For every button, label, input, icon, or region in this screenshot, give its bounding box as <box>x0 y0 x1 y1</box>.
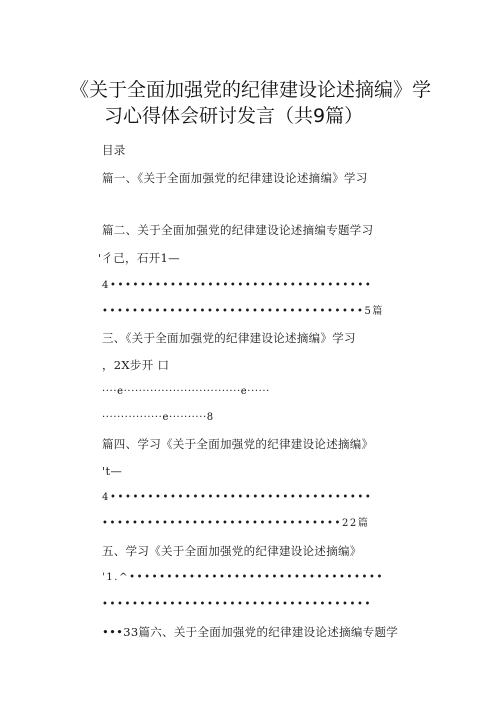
toc-entry-2-continuation: '彳己，石开1— <box>98 251 180 265</box>
toc-entry-2: 篇二、关于全面加强党的纪律建设论述摘编专题学习 <box>102 223 374 237</box>
toc-entry-3-continuation: ，2X步开 口 <box>102 358 170 372</box>
toc-entry-5: 五、学习《关于全面加强党的纪律建设论述摘编》 <box>102 544 362 558</box>
toc-leader-dots: '1.^•••••••••••••••••••••••••••••••••• <box>102 572 385 583</box>
toc-leader-dots: ••••••••••••••••••••••••••••••••22篇 <box>102 518 370 529</box>
toc-entry-3: 三、《关于全面加强党的纪律建设论述摘编》学习 <box>102 331 356 345</box>
toc-leader-dots: 4••••••••••••••••••••••••••••••••••• <box>102 492 373 503</box>
toc-entry-4: 篇四、学习《关于全面加强党的纪律建设论述摘编》 <box>102 437 374 451</box>
toc-leader-dots: 4••••••••••••••••••••••••••••••••••• <box>102 280 373 291</box>
toc-leader-dots: •••••••••••••••••••••••••••••••••••• <box>102 599 372 610</box>
toc-entry-1: 篇一、《关于全面加强党的纪律建设论述摘编》学习 <box>102 171 368 185</box>
document-title-line-1: 《关于全面加强党的纪律建设论述摘编》学 <box>70 79 432 101</box>
toc-leader-dots: ················e··········8 <box>102 412 214 423</box>
toc-entry-4-continuation: 't— <box>102 464 123 478</box>
toc-leader-dots: •••••••••••••••••••••••••••••••••••5篇 <box>102 306 385 317</box>
toc-entry-6: •••33篇六、关于全面加强党的纪律建设论述摘编专题学 <box>102 625 399 639</box>
toc-leader-dots: ····e·······························e······ <box>102 386 270 397</box>
toc-label: 目录 <box>102 143 126 157</box>
document-title-line-2: 习心得体会研讨发言（共9篇） <box>104 105 364 127</box>
